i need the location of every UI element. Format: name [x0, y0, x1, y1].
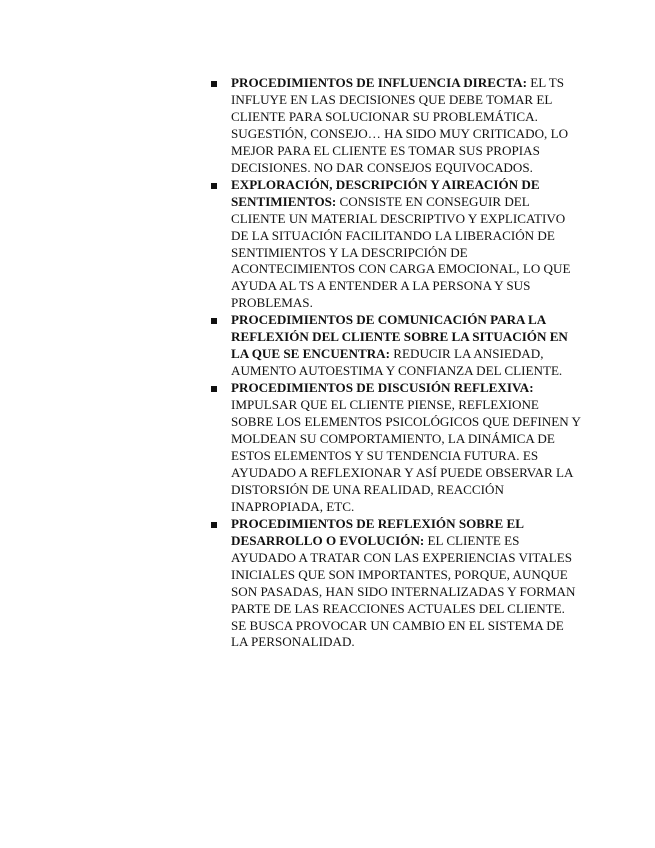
list-item-text: [231, 516, 581, 652]
list-item-body: REDUCIR LA ANSIEDAD, AUMENTO AUTOESTIMA Y CONFIANZA DEL CLIENTE.: [231, 346, 563, 379]
list-item: [211, 312, 581, 380]
square-bullet-icon: [211, 522, 217, 528]
square-bullet-icon: [211, 81, 217, 87]
list-item-text: [231, 380, 581, 516]
list-item-text: [231, 312, 581, 380]
list-item-text: [231, 75, 581, 177]
list-item: [211, 177, 581, 313]
square-bullet-icon: [211, 386, 217, 392]
list-item-text: [231, 177, 581, 313]
list-item-heading: PROCEDIMIENTOS DE REFLEXIÓN SOBRE EL DESARROLLO O EVOLUCIÓN:: [231, 515, 524, 548]
list-item-body: EL TS INFLUYE EN LAS DECISIONES QUE DEBE TOMAR EL CLIENTE PARA SOLUCIONAR SU PROBLEMÁTICA. SUGESTIÓN, CONSEJO… HA SIDO MUY CRITICADO, LO MEJOR PARA EL CLIENTE ES TOMAR SUS PROPIAS DECISIONES. NO DAR CONSEJOS EQUIVOCADOS.: [231, 75, 569, 175]
list-item: [211, 380, 581, 516]
square-bullet-icon: [211, 318, 217, 324]
square-bullet-icon: [211, 183, 217, 189]
list-item-heading: PROCEDIMIENTOS DE COMUNICACIÓN PARA LA REFLEXIÓN DEL CLIENTE SOBRE LA SITUACIÓN EN LA QUE SE ENCUENTRA:: [231, 312, 568, 362]
list-item-body: IMPULSAR QUE EL CLIENTE PIENSE, REFLEXIONE SOBRE LOS ELEMENTOS PSICOLÓGICOS QUE DEFINEN Y MOLDEAN SU COMPORTAMIENTO, LA DINÁMICA DE ESTOS ELEMENTOS Y SU TENDENCIA FUTURA. ES AYUDADO A REFLEXIONAR Y ASÍ PUEDE OBSERVAR LA DISTORSIÓN DE UNA REALIDAD, REACCIÓN INAPROPIADA, ETC.: [231, 397, 581, 514]
list-item-body: EL CLIENTE ES AYUDADO A TRATAR CON LAS EXPERIENCIAS VITALES INICIALES QUE SON IMPORTANTES, PORQUE, AUNQUE SON PASADAS, HAN SIDO INTERNALIZADAS Y FORMAN PARTE DE LAS REACCIONES ACTUALES DEL CLIENTE. SE BUSCA PROVOCAR UN CAMBIO EN EL SISTEMA DE LA PERSONALIDAD.: [231, 532, 576, 650]
bullet-list: [211, 75, 581, 651]
list-item: [211, 75, 581, 177]
list-item-heading: EXPLORACIÓN, DESCRIPCIÓN Y AIREACIÓN DE SENTIMIENTOS:: [231, 176, 540, 209]
list-item-heading: PROCEDIMIENTOS DE INFLUENCIA DIRECTA:: [231, 75, 527, 90]
list-item: [211, 516, 581, 652]
list-item-heading: PROCEDIMIENTOS DE DISCUSIÓN REFLEXIVA:: [231, 380, 534, 396]
list-item-body: CONSISTE EN CONSEGUIR DEL CLIENTE UN MATERIAL DESCRIPTIVO Y EXPLICATIVO DE LA SITUACIÓN FACILITANDO LA LIBERACIÓN DE SENTIMIENTOS Y LA DESCRIPCIÓN DE ACONTECIMIENTOS CON CARGA EMOCIONAL, LO QUE AYUDA AL TS A ENTENDER A LA PERSONA Y SUS PROBLEMAS.: [231, 193, 571, 311]
